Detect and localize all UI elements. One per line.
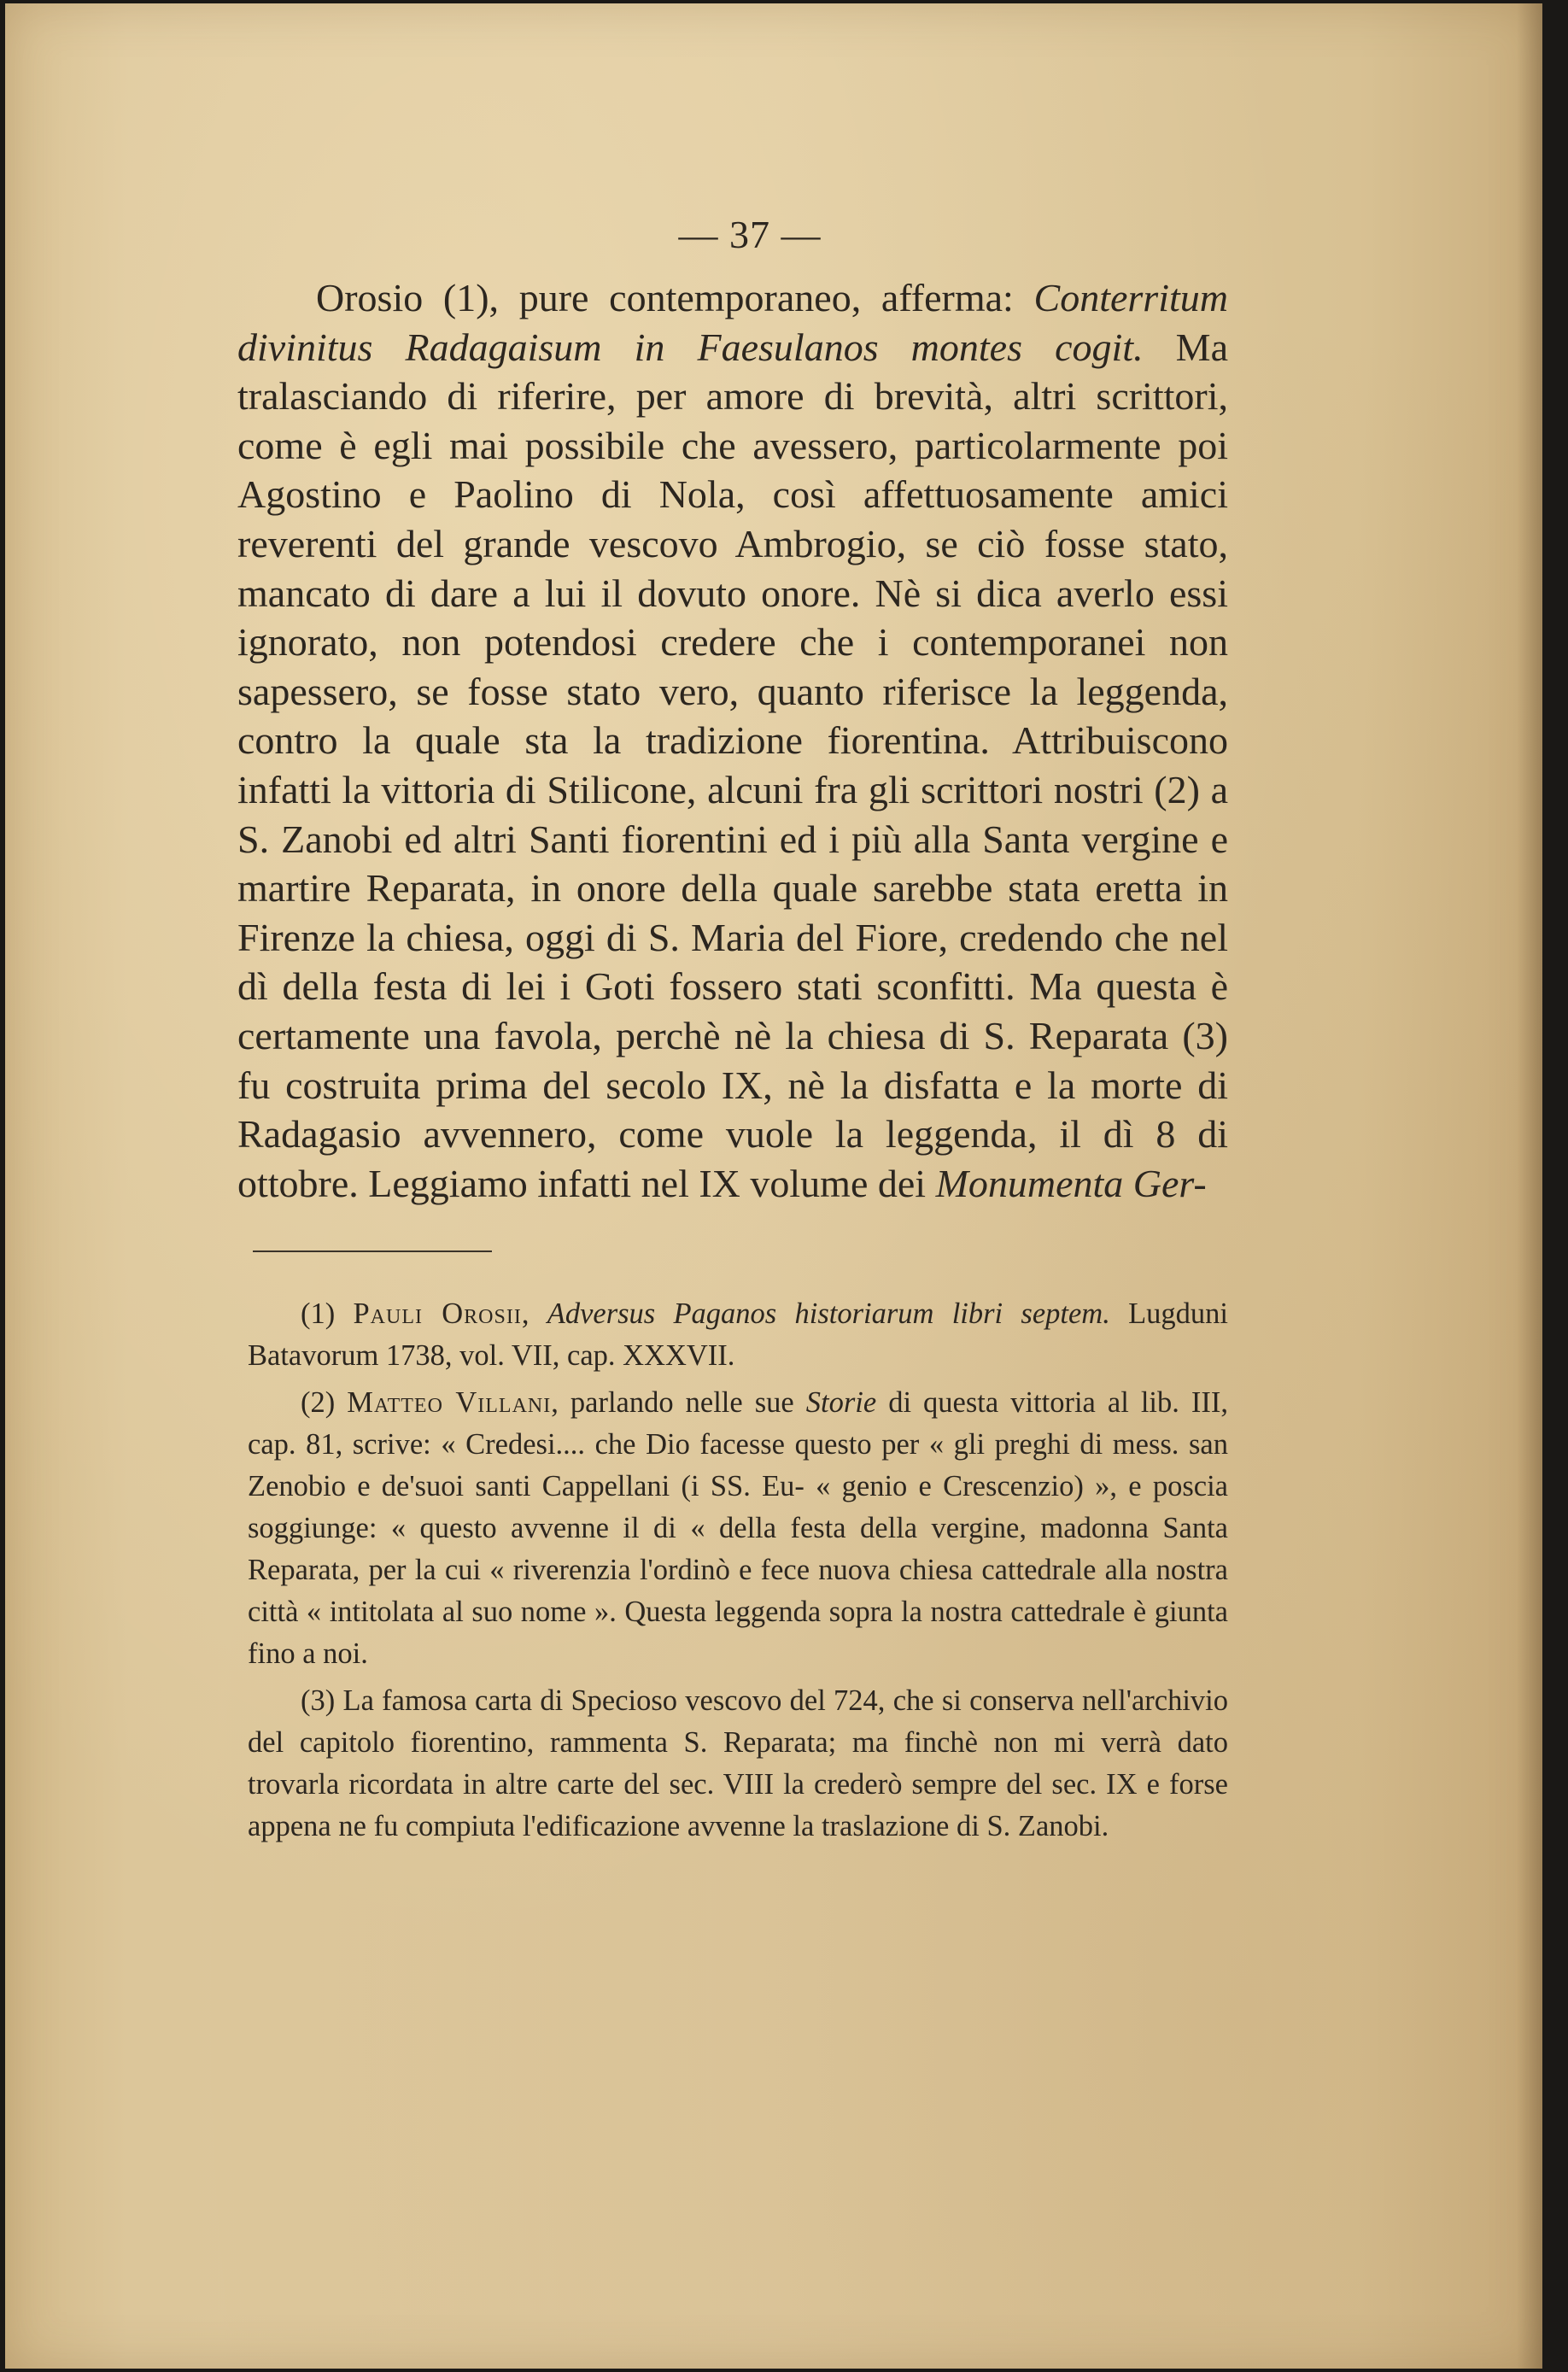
footnote-2-marker: (2) bbox=[301, 1386, 348, 1420]
footnote-2 bbox=[248, 1382, 1228, 1675]
body-text-2: Ma tralasciando di riferire, per amore di brevità, altri scrittori, come è egli mai possibile che avessero, particolarmente poi Agostino e Paolino di Nola, così affettuosamente amici reverenti del grande vescovo Ambrogio, se ciò fosse stato, mancato di dare a lui il dovuto onore. Nè si dica averlo essi ignorato, non potendosi credere che i contemporanei non sapessero, se fosse stato vero, quanto riferisce la leggenda, contro la quale sta la tradizione fiorentina. Attribuiscono infatti la vittoria di Stilicone, alcuni fra gli scrittori nostri (2) a S. Zanobi ed altri Santi fiorentini ed i più alla Santa vergine e martire Reparata, in onore della quale sarebbe stata eretta in Firenze la chiesa, oggi di S. Maria del Fiore, credendo che nel dì della festa di lei i Goti fossero stati sconfitti. Ma questa è certamente una favola, perchè nè la chiesa di S. Reparata (3) fu costruita prima del secolo IX, nè la disfatta e la morte di Radagasio avvennero, come vuole la leggenda, il dì 8 di ottobre. Leggiamo infatti nel IX volume dei bbox=[237, 325, 1228, 1205]
footnote-1-rest: Lugduni Batavorum 1738, vol. VII, cap. XXXVII. bbox=[248, 1297, 1228, 1373]
footnote-2-author: Matteo Villani bbox=[347, 1386, 552, 1420]
footnote-3 bbox=[248, 1680, 1228, 1848]
page-number: — 37 — bbox=[678, 213, 822, 256]
main-paragraph bbox=[237, 273, 1228, 1208]
footnote-1-sep: , bbox=[521, 1297, 547, 1331]
footnote-1-marker: (1) bbox=[301, 1297, 354, 1331]
footnote-2-text-b: di questa vittoria al lib. III, cap. 81, scrive: « Credesi.... che Dio facesse questo per « gli preghi di mess. san Zenobio e de'suoi santi Cappellani (i SS. Eu- « genio e Crescenzio) », e poscia soggiunge: « questo avvenne il di « della festa della vergine, madonna Santa Reparata, per la cui « riverenzia l'ordinò e fece nuova chiesa cattedrale alla nostra città « intitolata al suo nome ». Questa leggenda sopra la nostra cattedrale è giunta fino a noi. bbox=[248, 1386, 1229, 1671]
page-edge-shadow bbox=[1517, 3, 1542, 2369]
body-text-1: Orosio (1), pure contemporaneo, afferma: bbox=[316, 276, 1034, 319]
footnote-3-text: (3) La famosa carta di Specioso vescovo del 724, che si conserva nell'archivio del capitolo fiorentino, rammenta S. Reparata; ma finchè non mi verrà dato trovarla ricordata in altre carte del sec. VIII la crederò sempre del sec. IX e forse appena ne fu compiuta l'edificazione avvenne la traslazione di S. Zanobi. bbox=[248, 1684, 1228, 1843]
footnote-1 bbox=[248, 1293, 1228, 1377]
footnote-2-title: Storie bbox=[805, 1386, 877, 1420]
footnote-1-author: Pauli Orosii bbox=[353, 1297, 522, 1331]
footnote-1-title: Adversus Paganos historiarum libri septem. bbox=[547, 1297, 1110, 1331]
latin-quote: Conterritum divinitus Radagaisum in Faesulanos montes cogit. bbox=[237, 276, 1228, 369]
text-block bbox=[237, 212, 1228, 1853]
book-page bbox=[5, 3, 1542, 2369]
footnote-2-text-a: , parlando nelle sue bbox=[551, 1386, 806, 1420]
footnote-separator bbox=[253, 1250, 492, 1252]
monumenta-title: Monumenta Ger- bbox=[935, 1161, 1207, 1205]
